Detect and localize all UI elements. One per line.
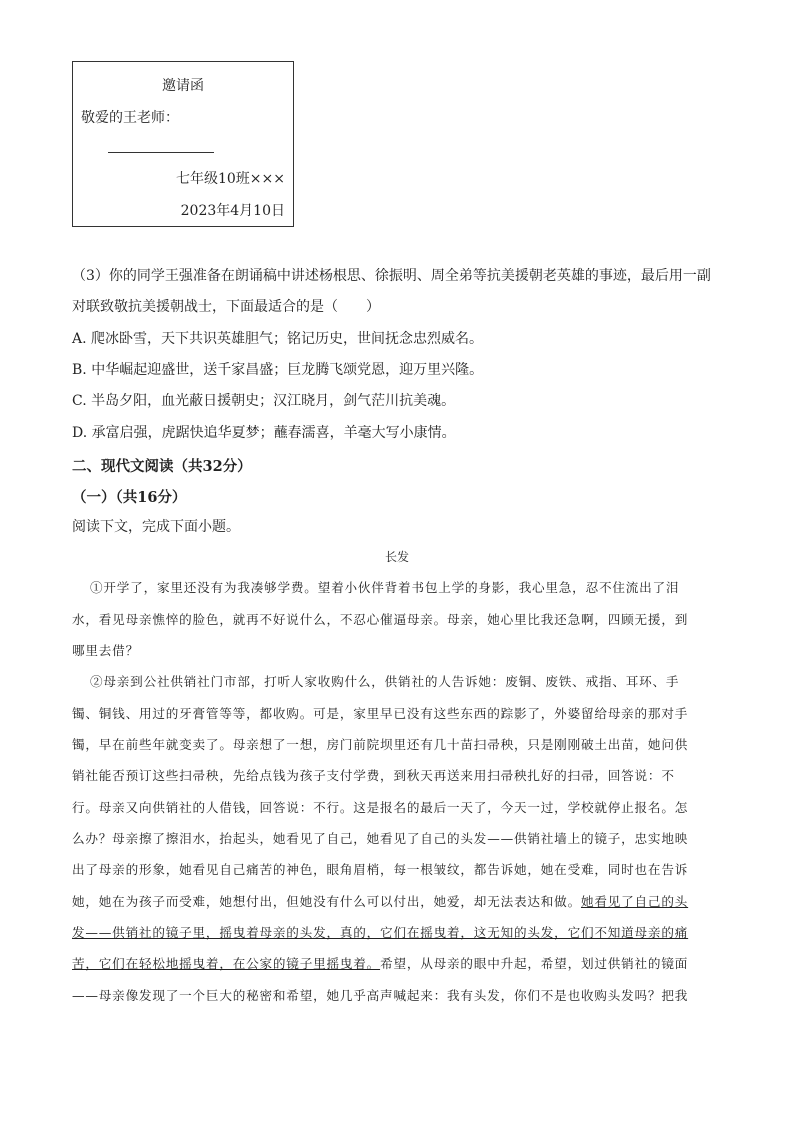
- invitation-box: [72, 61, 294, 227]
- article-line: 么办？母亲擦了擦泪水，抬起头，她看见了自己，她看见了自己的头发——供销社墙上的镜子，忠实地映: [72, 831, 689, 846]
- blank-line: [108, 152, 214, 153]
- invitation-title: 邀请函: [162, 78, 204, 94]
- option-b: B. 中华崛起迎盛世，送千家昌盛；巨龙腾飞颂党恩，迎万里兴隆。: [72, 362, 484, 378]
- question-stem-line1: （3）你的同学王强准备在朗诵稿中讲述杨根思、徐振明、周全弟等抗美援朝老英雄的事迹，最后用一副: [72, 268, 711, 284]
- underlined-text: 发——供销社的镜子里，摇曳着母亲的头发，真的，它们在摇曳着，这无知的头发，它们不知道母亲的痛: [72, 925, 689, 940]
- article-line: [72, 923, 688, 943]
- reading-instruction: 阅读下文，完成下面小题。: [72, 519, 240, 535]
- section-heading: 二、现代文阅读（共32分）: [72, 458, 252, 475]
- article-line: 哪里去借？: [72, 643, 139, 658]
- option-a: A. 爬冰卧雪，天下共识英雄胆气；铭记历史，世间抚念忠烈威名。: [72, 331, 484, 347]
- article-title: 长发: [384, 550, 409, 564]
- article-line: [72, 954, 688, 974]
- invitation-signature: 七年级10班×××: [175, 171, 285, 187]
- option-d: D. 承富启强，虎踞快追华夏梦；蘸春濡喜，羊毫大写小康情。: [72, 425, 456, 441]
- article-line: ②母亲到公社供销社门市部，打听人家收购什么，供销社的人告诉她：废铜、废铁、戒指、耳环、手: [90, 674, 680, 689]
- option-c: C. 半岛夕阳，血光蔽日援朝史；汉江晓月，剑气茫川抗美魂。: [72, 393, 456, 409]
- article-line: 镯，早在前些年就变卖了。母亲想了一想，房门前院坝里还有几十苗扫帚秧，只是刚刚破土出苗，她问供: [72, 737, 689, 752]
- underlined-text: 苦，它们在轻松地摇曳着，在公家的镜子里摇曳着。: [72, 956, 381, 971]
- underlined-text: 她看见了自己的头: [580, 894, 689, 909]
- article-line: ①开学了，家里还没有为我凑够学费。望着小伙伴背着书包上学的身影，我心里急，忍不住流出了泪: [90, 580, 680, 595]
- article-line: 行。母亲又向供销社的人借钱，回答说：不行。这是报名的最后一天了，今天一过，学校就停止报名。怎: [72, 800, 689, 815]
- article-line: [72, 892, 688, 912]
- invitation-greeting: 敬爱的王老师：: [81, 110, 179, 126]
- article-line: 出了母亲的形象，她看见自己痛苦的神色，眼角眉梢，每一根皱纹，都告诉她，她在受难，同时也在告诉: [72, 862, 689, 877]
- article-line-text: 希望，从母亲的眼中升起，希望，划过供销社的镜面: [380, 956, 689, 971]
- question-stem-line2: 对联致敬抗美援朝战士，下面最适合的是（ ）: [72, 299, 380, 315]
- article-line: 水，看见母亲憔悴的脸色，就再不好说什么，不忍心催逼母亲。母亲，她心里比我还急啊，四顾无援，到: [72, 612, 689, 627]
- subsection-heading: （一）（共16分）: [72, 489, 187, 506]
- article-line: 销社能否预订这些扫帚秧，先给点钱为孩子支付学费，到秋天再送来用扫帚秧扎好的扫帚，回答说：不: [72, 768, 675, 783]
- article-line: ——母亲像发现了一个巨大的秘密和希望，她几乎高声喊起来：我有头发，你们不是也收购头发吗？把我: [72, 988, 689, 1003]
- article-line: 镯、铜钱、用过的牙膏管等等，都收购。可是，家里早已没有这些东西的踪影了，外婆留给母亲的那对手: [72, 706, 689, 721]
- invitation-date: 2023年4月10日: [180, 203, 285, 219]
- article-line-text: 她，她在为孩子而受难，她想付出，但她没有什么可以付出，她爱，却无法表达和做。: [72, 894, 581, 909]
